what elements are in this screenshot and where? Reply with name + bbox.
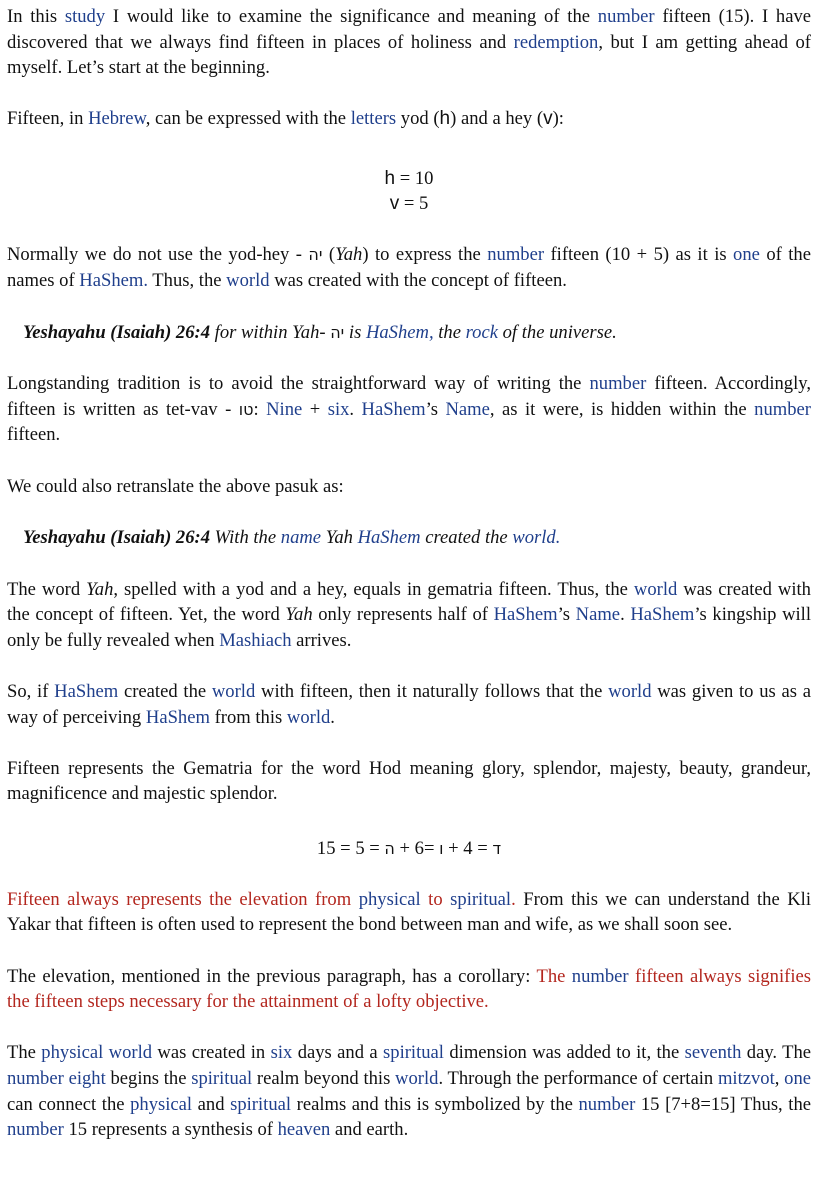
gematria-equation	[7, 836, 811, 862]
link-physical[interactable]: physical	[41, 1042, 104, 1064]
link-mashiach[interactable]: Mashiach	[219, 629, 292, 651]
spacer	[7, 499, 811, 525]
hebrew-hey: ה	[384, 838, 395, 858]
text: created the	[420, 527, 513, 549]
text: 15 represents a synthesis of	[63, 1119, 278, 1141]
equation-yod	[7, 166, 811, 192]
spacer	[7, 132, 811, 158]
text: dimension was added to it, the	[443, 1042, 685, 1064]
red-text: to	[420, 888, 451, 910]
hey-glyph: v	[389, 193, 400, 215]
red-text: .	[511, 888, 516, 910]
text: . Through the performance of certain	[438, 1067, 718, 1089]
link-hashem[interactable]: HaShem	[145, 706, 210, 728]
link-six[interactable]: six	[270, 1042, 293, 1064]
text: = 5	[355, 837, 385, 859]
text: only represents half of	[312, 604, 494, 626]
link-nine[interactable]: Nine	[266, 398, 303, 420]
spacer	[7, 861, 811, 887]
spacer	[7, 807, 811, 833]
link-world[interactable]: world	[211, 681, 256, 703]
text: , but I am getting ahead of myself. Let’s start at the beginning.	[7, 31, 811, 79]
text: Fifteen, in	[7, 108, 89, 130]
hebrew-yah: יה	[330, 322, 345, 342]
text: was given to us as a way of perceiving	[7, 681, 812, 728]
text: ):	[552, 108, 564, 130]
text: ) to express the	[362, 244, 488, 266]
spacer	[7, 551, 811, 577]
link-number[interactable]: number	[597, 6, 655, 27]
text: begins the	[105, 1067, 192, 1089]
text: :	[253, 398, 267, 420]
text: fifteen. Accordingly, fifteen is written as tet-vav -	[7, 373, 811, 420]
link-world[interactable]: world	[286, 706, 331, 728]
yod-value: = 10	[395, 167, 434, 189]
text: ,	[774, 1067, 785, 1089]
text: fifteen (15). I have discovered that we always find fifteen in places of holiness and	[7, 6, 812, 53]
hod-paragraph: Fifteen represents the Gematria for the word Hod meaning glory, splendor, majesty, beauty, grandeur, magnificence and majestic splendor.	[7, 757, 811, 805]
text: arrives.	[291, 629, 352, 651]
link-spiritual[interactable]: spiritual	[230, 1093, 292, 1115]
yod-glyph: h	[384, 167, 396, 189]
text: , spelled with a yod and a hey, equals in gematria fifteen. Thus, the	[113, 578, 634, 600]
text: was created with the concept of fifteen.	[269, 269, 567, 291]
spacer	[7, 730, 811, 756]
link-hashem[interactable]: HaShem	[357, 527, 421, 549]
text: for within Yah-	[210, 321, 331, 343]
verse-reference: Yeshayahu (Isaiah) 26:4	[23, 527, 210, 549]
link-spiritual[interactable]: spiritual	[383, 1042, 444, 1064]
text: is	[344, 321, 366, 343]
link-six[interactable]: six	[327, 398, 350, 420]
text: So, if	[7, 681, 55, 703]
tradition-paragraph	[7, 371, 811, 448]
red-text: The	[536, 965, 572, 987]
link-physical[interactable]: physical	[130, 1093, 193, 1115]
text: = 4 +	[443, 837, 493, 859]
text: =6 +	[394, 837, 440, 859]
link-hashem[interactable]: HaShem	[361, 398, 426, 420]
link-number[interactable]: number	[571, 965, 629, 987]
text: The word	[7, 578, 87, 600]
link-one[interactable]: one	[733, 244, 760, 266]
link-seventh[interactable]: seventh	[684, 1042, 742, 1064]
spacer	[7, 81, 811, 107]
hebrew-dalet: ד	[492, 838, 502, 858]
link-redemption[interactable]: redemption	[513, 31, 599, 53]
quote-isaiah-1	[7, 320, 811, 346]
text: fifteen.	[7, 424, 61, 446]
text: yod (	[396, 108, 440, 130]
text: ’s kingship will only be fully revealed when	[7, 604, 812, 651]
text: ) and a hey (	[450, 108, 544, 130]
text: I would like to examine the significance and meaning of the	[105, 6, 598, 27]
link-number[interactable]: number	[754, 398, 811, 420]
text: +	[302, 398, 328, 420]
spacer	[7, 448, 811, 474]
link-world[interactable]: world	[226, 269, 270, 291]
link-number[interactable]: number	[578, 1093, 636, 1115]
hebrew-yah: יה	[308, 245, 323, 265]
link-hashem[interactable]: HaShem.	[79, 269, 148, 291]
text: The elevation, mentioned in the previous paragraph, has a corollary:	[7, 965, 537, 987]
text: ’s	[557, 604, 576, 626]
text: and	[192, 1093, 231, 1115]
text: the	[433, 321, 466, 343]
equation-hey	[7, 191, 811, 217]
link-world[interactable]: world	[633, 578, 678, 600]
synthesis-paragraph	[7, 1040, 811, 1142]
hey-glyph: v	[543, 108, 553, 130]
yah-italic: Yah	[335, 244, 363, 266]
yah-italic: Yah	[86, 578, 114, 600]
text: Longstanding tradition is to avoid the straightforward way of writing the	[7, 373, 590, 395]
text: was created with the concept of fifteen. Yet, the word	[7, 578, 811, 626]
spacer	[7, 653, 811, 679]
hey-value: = 5	[399, 193, 429, 215]
link-name[interactable]: name	[280, 527, 322, 549]
spacer	[7, 217, 811, 243]
text: .	[349, 398, 362, 420]
text: fifteen (10 + 5) as it is	[544, 244, 734, 266]
text: can connect the	[7, 1093, 131, 1115]
text: was created in	[152, 1042, 271, 1064]
link-letters[interactable]: letters	[350, 108, 397, 130]
spacer	[7, 345, 811, 371]
spacer	[7, 294, 811, 320]
link-one[interactable]: one	[784, 1067, 811, 1089]
hebrew-letters-paragraph	[7, 106, 811, 132]
link-physical[interactable]: physical	[358, 888, 421, 910]
link-hashem[interactable]: HaShem	[54, 681, 119, 703]
link-spiritual[interactable]: spiritual	[450, 888, 512, 910]
link-study[interactable]: study	[64, 6, 106, 27]
text: From this we can understand the Kli Yakar that fifteen is often used to represent the bond between man and wife, as we shall soon see.	[7, 888, 811, 936]
text: , can be expressed with the	[145, 108, 351, 130]
link-rock[interactable]: rock	[465, 321, 498, 343]
text: created the	[118, 681, 212, 703]
text: realms and this is symbolized by the	[291, 1093, 579, 1115]
link-number[interactable]: number	[7, 1067, 64, 1089]
text: With the	[210, 527, 281, 549]
text: days and a	[292, 1042, 384, 1064]
link-spiritual[interactable]: spiritual	[191, 1067, 253, 1089]
text: (	[322, 244, 336, 266]
text: 15 =	[316, 837, 356, 859]
text: day. The	[741, 1042, 812, 1064]
text: , as it were, is hidden within the	[489, 398, 755, 420]
text: and earth.	[330, 1119, 409, 1141]
yod-glyph: h	[439, 108, 451, 130]
text: Thus, the	[147, 269, 227, 291]
text: .	[620, 604, 631, 626]
hebrew-tet-vav: טו	[238, 399, 254, 419]
verse-reference: Yeshayahu (Isaiah) 26:4	[23, 321, 210, 343]
quote-isaiah-2	[7, 525, 811, 551]
text: realm beyond this	[252, 1067, 396, 1089]
spacer	[7, 1015, 811, 1041]
link-number[interactable]: number	[487, 244, 545, 266]
text: 15 [7+8=15] Thus, the	[635, 1093, 812, 1115]
link-hashem[interactable]: HaShem,	[365, 321, 434, 343]
link-world[interactable]: world	[395, 1067, 439, 1089]
link-world[interactable]: world.	[512, 527, 561, 549]
elevation-paragraph	[7, 887, 811, 938]
link-number[interactable]: number	[589, 373, 647, 395]
text: The	[7, 1042, 42, 1064]
text: Yah	[321, 527, 358, 549]
text: .	[330, 706, 335, 728]
text: In this	[7, 6, 65, 27]
spacer	[7, 938, 811, 964]
link-name[interactable]: Name	[445, 398, 490, 420]
red-text: fifteen always signifies the fifteen steps necessary for the attainment of a lofty objective.	[7, 965, 811, 1013]
text: ’s	[425, 398, 446, 420]
retranslate-paragraph: We could also retranslate the above pasuk as:	[7, 475, 344, 497]
yah-italic: Yah	[285, 604, 313, 626]
link-world[interactable]: world	[608, 681, 652, 703]
link-hashem[interactable]: HaShem	[493, 604, 558, 626]
perceiving-paragraph	[7, 679, 811, 730]
link-hashem[interactable]: HaShem	[630, 604, 695, 626]
link-hebrew[interactable]: Hebrew	[88, 108, 146, 130]
red-text: Fifteen always represents the elevation from	[7, 888, 359, 910]
link-world[interactable]: world	[108, 1042, 153, 1064]
yah-paragraph	[7, 577, 811, 654]
yod-hey-paragraph	[7, 242, 811, 293]
link-eight[interactable]: eight	[68, 1067, 106, 1089]
intro-paragraph	[7, 4, 811, 81]
link-mitzvot[interactable]: mitzvot	[717, 1067, 775, 1089]
text: Normally we do not use the yod-hey -	[7, 244, 309, 266]
corollary-paragraph	[7, 964, 811, 1015]
text: of the universe.	[497, 321, 617, 343]
hebrew-vav: ו	[439, 838, 444, 858]
link-number[interactable]: number	[7, 1119, 64, 1141]
link-name[interactable]: Name	[575, 604, 621, 626]
text: with fifteen, then it naturally follows that the	[255, 681, 609, 703]
text: of the names of	[7, 244, 811, 291]
link-heaven[interactable]: heaven	[277, 1119, 331, 1141]
text: from this	[209, 706, 287, 728]
